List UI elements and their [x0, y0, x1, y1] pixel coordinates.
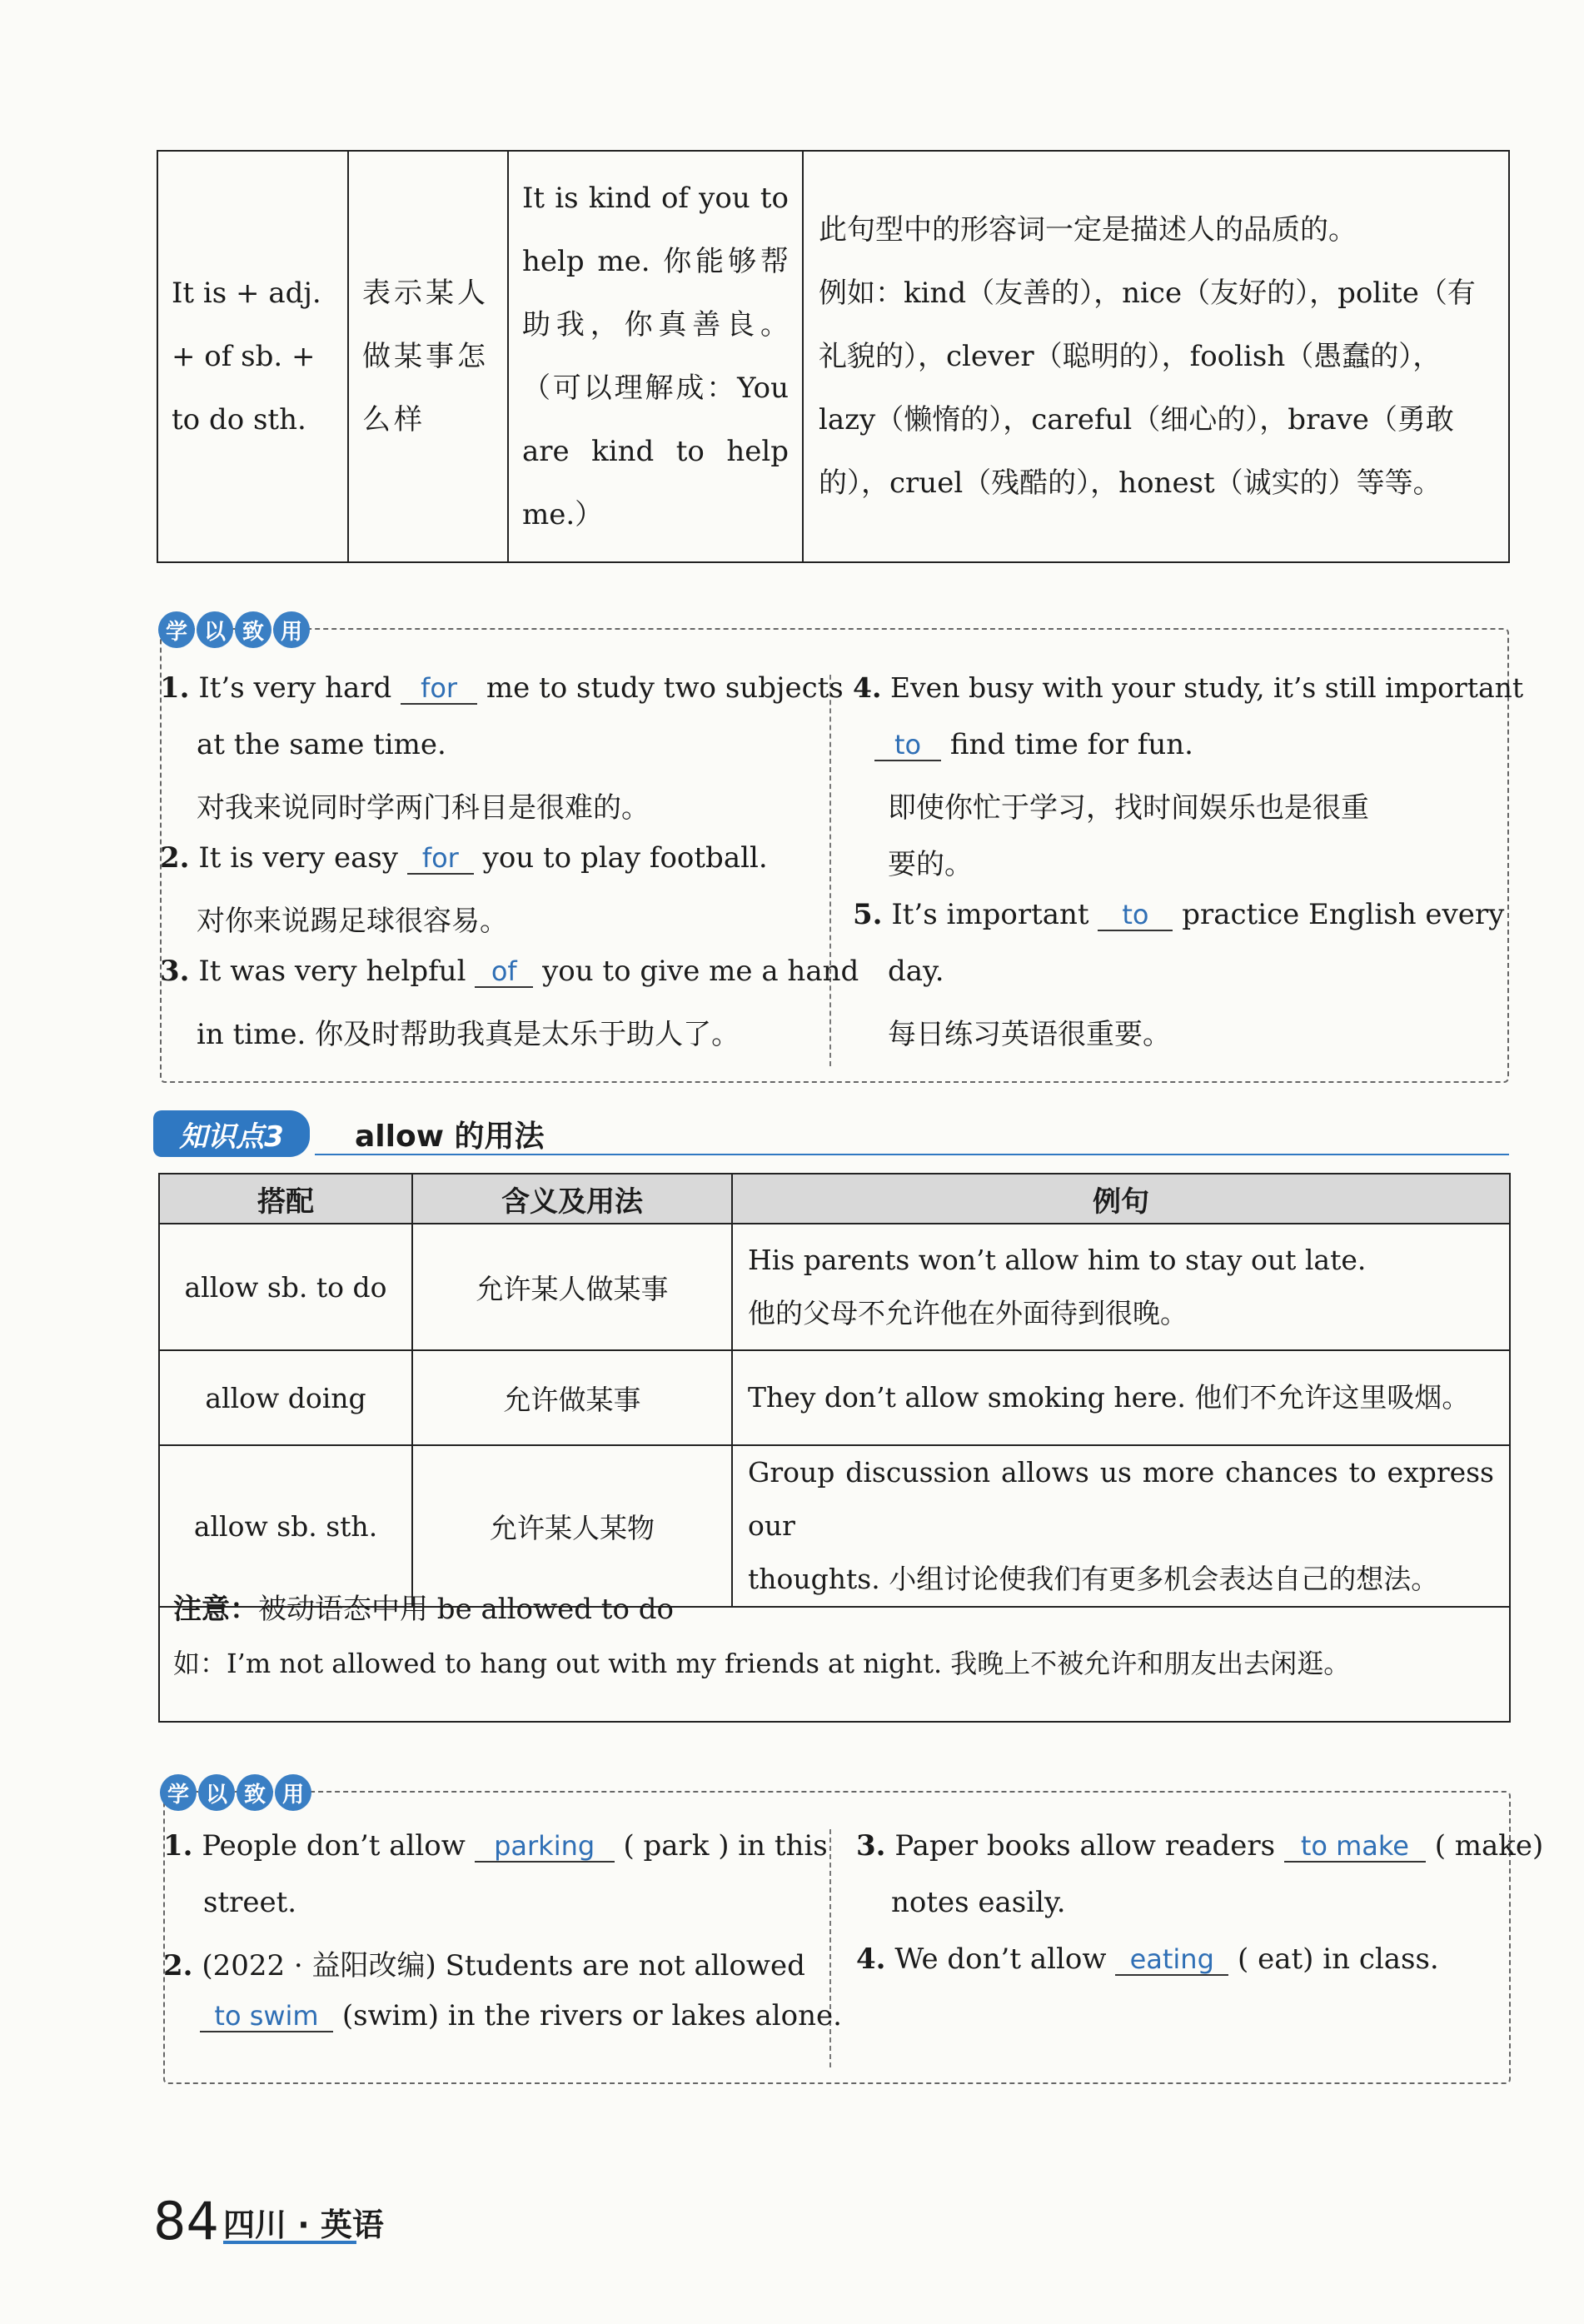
p2-q4-line: 4. We don’t allow eating ( eat) in class. — [856, 1942, 1439, 1976]
example-en: His parents won’t allow him to stay out late. — [748, 1244, 1367, 1276]
example-cell — [732, 1350, 1510, 1445]
explanation-line-2: 例如：kind（友善的），nice（友好的），polite（有礼貌的），clever（聪明的），foolish（愚蠢的），lazy（懒惰的），careful（细心的），brave（勇敢的），cruel（残酷的），honest（诚实的）等等。 — [819, 277, 1476, 500]
p2-q3-line: 3. Paper books allow readers to make ( make) — [856, 1829, 1544, 1863]
q3-line: 3. It was very helpful of you to give me a hand — [160, 955, 859, 988]
q5-continuation: day. — [888, 955, 944, 988]
p2-q3-continuation: notes easily. — [891, 1886, 1066, 1919]
p2-q2-continuation: to swim (swim) in the rivers or lakes alone. — [200, 1999, 842, 2032]
answer-blank[interactable]: eating — [1115, 1944, 1228, 1976]
answer-blank[interactable]: for — [407, 843, 474, 875]
q5-line: 5. It’s important to practice English every — [853, 898, 1505, 931]
section-title: allow 的用法 — [355, 1120, 545, 1154]
header-collocation: 搭配 — [159, 1174, 412, 1224]
p2-q1-continuation: street. — [203, 1886, 297, 1919]
example-en: Group discussion allows us more chances to express our — [748, 1456, 1494, 1542]
table-row — [159, 1224, 1510, 1350]
collocation-cell: allow sb. to do — [159, 1224, 412, 1350]
q1-continuation: at the same time. — [197, 728, 446, 761]
section-rule — [315, 1154, 1509, 1155]
q1-line: 1. It’s very hard for me to study two subjects — [160, 671, 844, 705]
p2-q2-line: 2. (2022 · 益阳改编) Students are not allowed — [163, 1949, 805, 1982]
column-divider — [829, 675, 831, 1066]
answer-blank[interactable]: for — [401, 673, 477, 705]
meaning-cell: 允许某人某物 — [412, 1445, 732, 1607]
note-example: 如：I’m not allowed to hang out with my friends at night. 我晚上不被允许和朋友出去闲逛。 — [173, 1648, 1351, 1679]
explanation-cell — [803, 151, 1509, 562]
badge-char: 学 — [158, 611, 195, 648]
example-cell: It is kind of you to help me. 你能够帮助我，你真善良。（可以理解成：You are kind to help me.） — [508, 151, 803, 562]
knowledge-point-badge: 知识点3 — [153, 1110, 310, 1157]
example-en: They don’t allow smoking here. 他们不允许这里吸烟。 — [748, 1381, 1470, 1414]
q2-line: 2. It is very easy for you to play football. — [160, 841, 768, 875]
table-row — [159, 1350, 1510, 1445]
meaning-cell: 允许某人做某事 — [412, 1224, 732, 1350]
note-box — [158, 1566, 1511, 1723]
answer-blank[interactable]: to — [1098, 900, 1173, 931]
q1-translation: 对我来说同时学两门科目是很难的。 — [197, 791, 650, 825]
answer-blank[interactable]: to make — [1284, 1831, 1426, 1863]
meaning-cell: 表示某人做某事怎么样 — [348, 151, 508, 562]
q4-continuation: to find time for fun. — [874, 728, 1193, 761]
collocation-cell: allow doing — [159, 1350, 412, 1445]
badge-char: 以 — [197, 611, 233, 648]
answer-blank[interactable]: parking — [475, 1831, 615, 1863]
practice-badge-2 — [160, 1774, 311, 1811]
collocation-cell: allow sb. sth. — [159, 1445, 412, 1607]
example-cell — [732, 1224, 1510, 1350]
p2-q1-line: 1. People don’t allow parking ( park ) in this — [163, 1829, 828, 1863]
book-label: 四川 · 英语 — [223, 2207, 384, 2243]
explanation-line-1: 此句型中的形容词一定是描述人的品质的。 — [819, 213, 1357, 247]
example-en-cont: thoughts. 小组讨论使我们有更多机会表达自己的想法。 — [748, 1563, 1439, 1595]
badge-char: 致 — [237, 1774, 273, 1811]
badge-char: 用 — [275, 1774, 311, 1811]
note-line: 注意：被动语态中用 be allowed to do — [173, 1593, 674, 1626]
header-meaning: 含义及用法 — [412, 1174, 732, 1224]
structure-cell: It is + adj. + of sb. + to do sth. — [157, 151, 348, 562]
q3-continuation: in time. 你及时帮助我真是太乐于助人了。 — [197, 1018, 740, 1051]
answer-blank[interactable]: to — [874, 730, 941, 761]
meaning-cell: 允许做某事 — [412, 1350, 732, 1445]
badge-char: 学 — [160, 1774, 197, 1811]
badge-char: 致 — [235, 611, 271, 648]
page-number: 84 — [153, 2191, 219, 2252]
badge-char: 用 — [273, 611, 310, 648]
practice-badge-1 — [158, 611, 310, 648]
header-example: 例句 — [732, 1174, 1510, 1224]
footer-rule — [223, 2241, 356, 2244]
answer-blank[interactable]: of — [475, 956, 533, 988]
q2-translation: 对你来说踢足球很容易。 — [197, 905, 508, 938]
q5-translation: 每日练习英语很重要。 — [888, 1018, 1171, 1051]
q4-translation-1: 即使你忙于学习，找时间娱乐也是很重 — [888, 791, 1369, 825]
example-zh: 他的父母不允许他在外面待到很晚。 — [748, 1297, 1188, 1329]
answer-blank[interactable]: to swim — [200, 2001, 333, 2032]
allow-usage-table — [158, 1173, 1511, 1608]
badge-char: 以 — [198, 1774, 235, 1811]
q4-line: 4. Even busy with your study, it’s still important — [853, 671, 1524, 704]
top-grammar-table — [157, 150, 1510, 563]
q4-translation-2: 要的。 — [888, 848, 973, 881]
